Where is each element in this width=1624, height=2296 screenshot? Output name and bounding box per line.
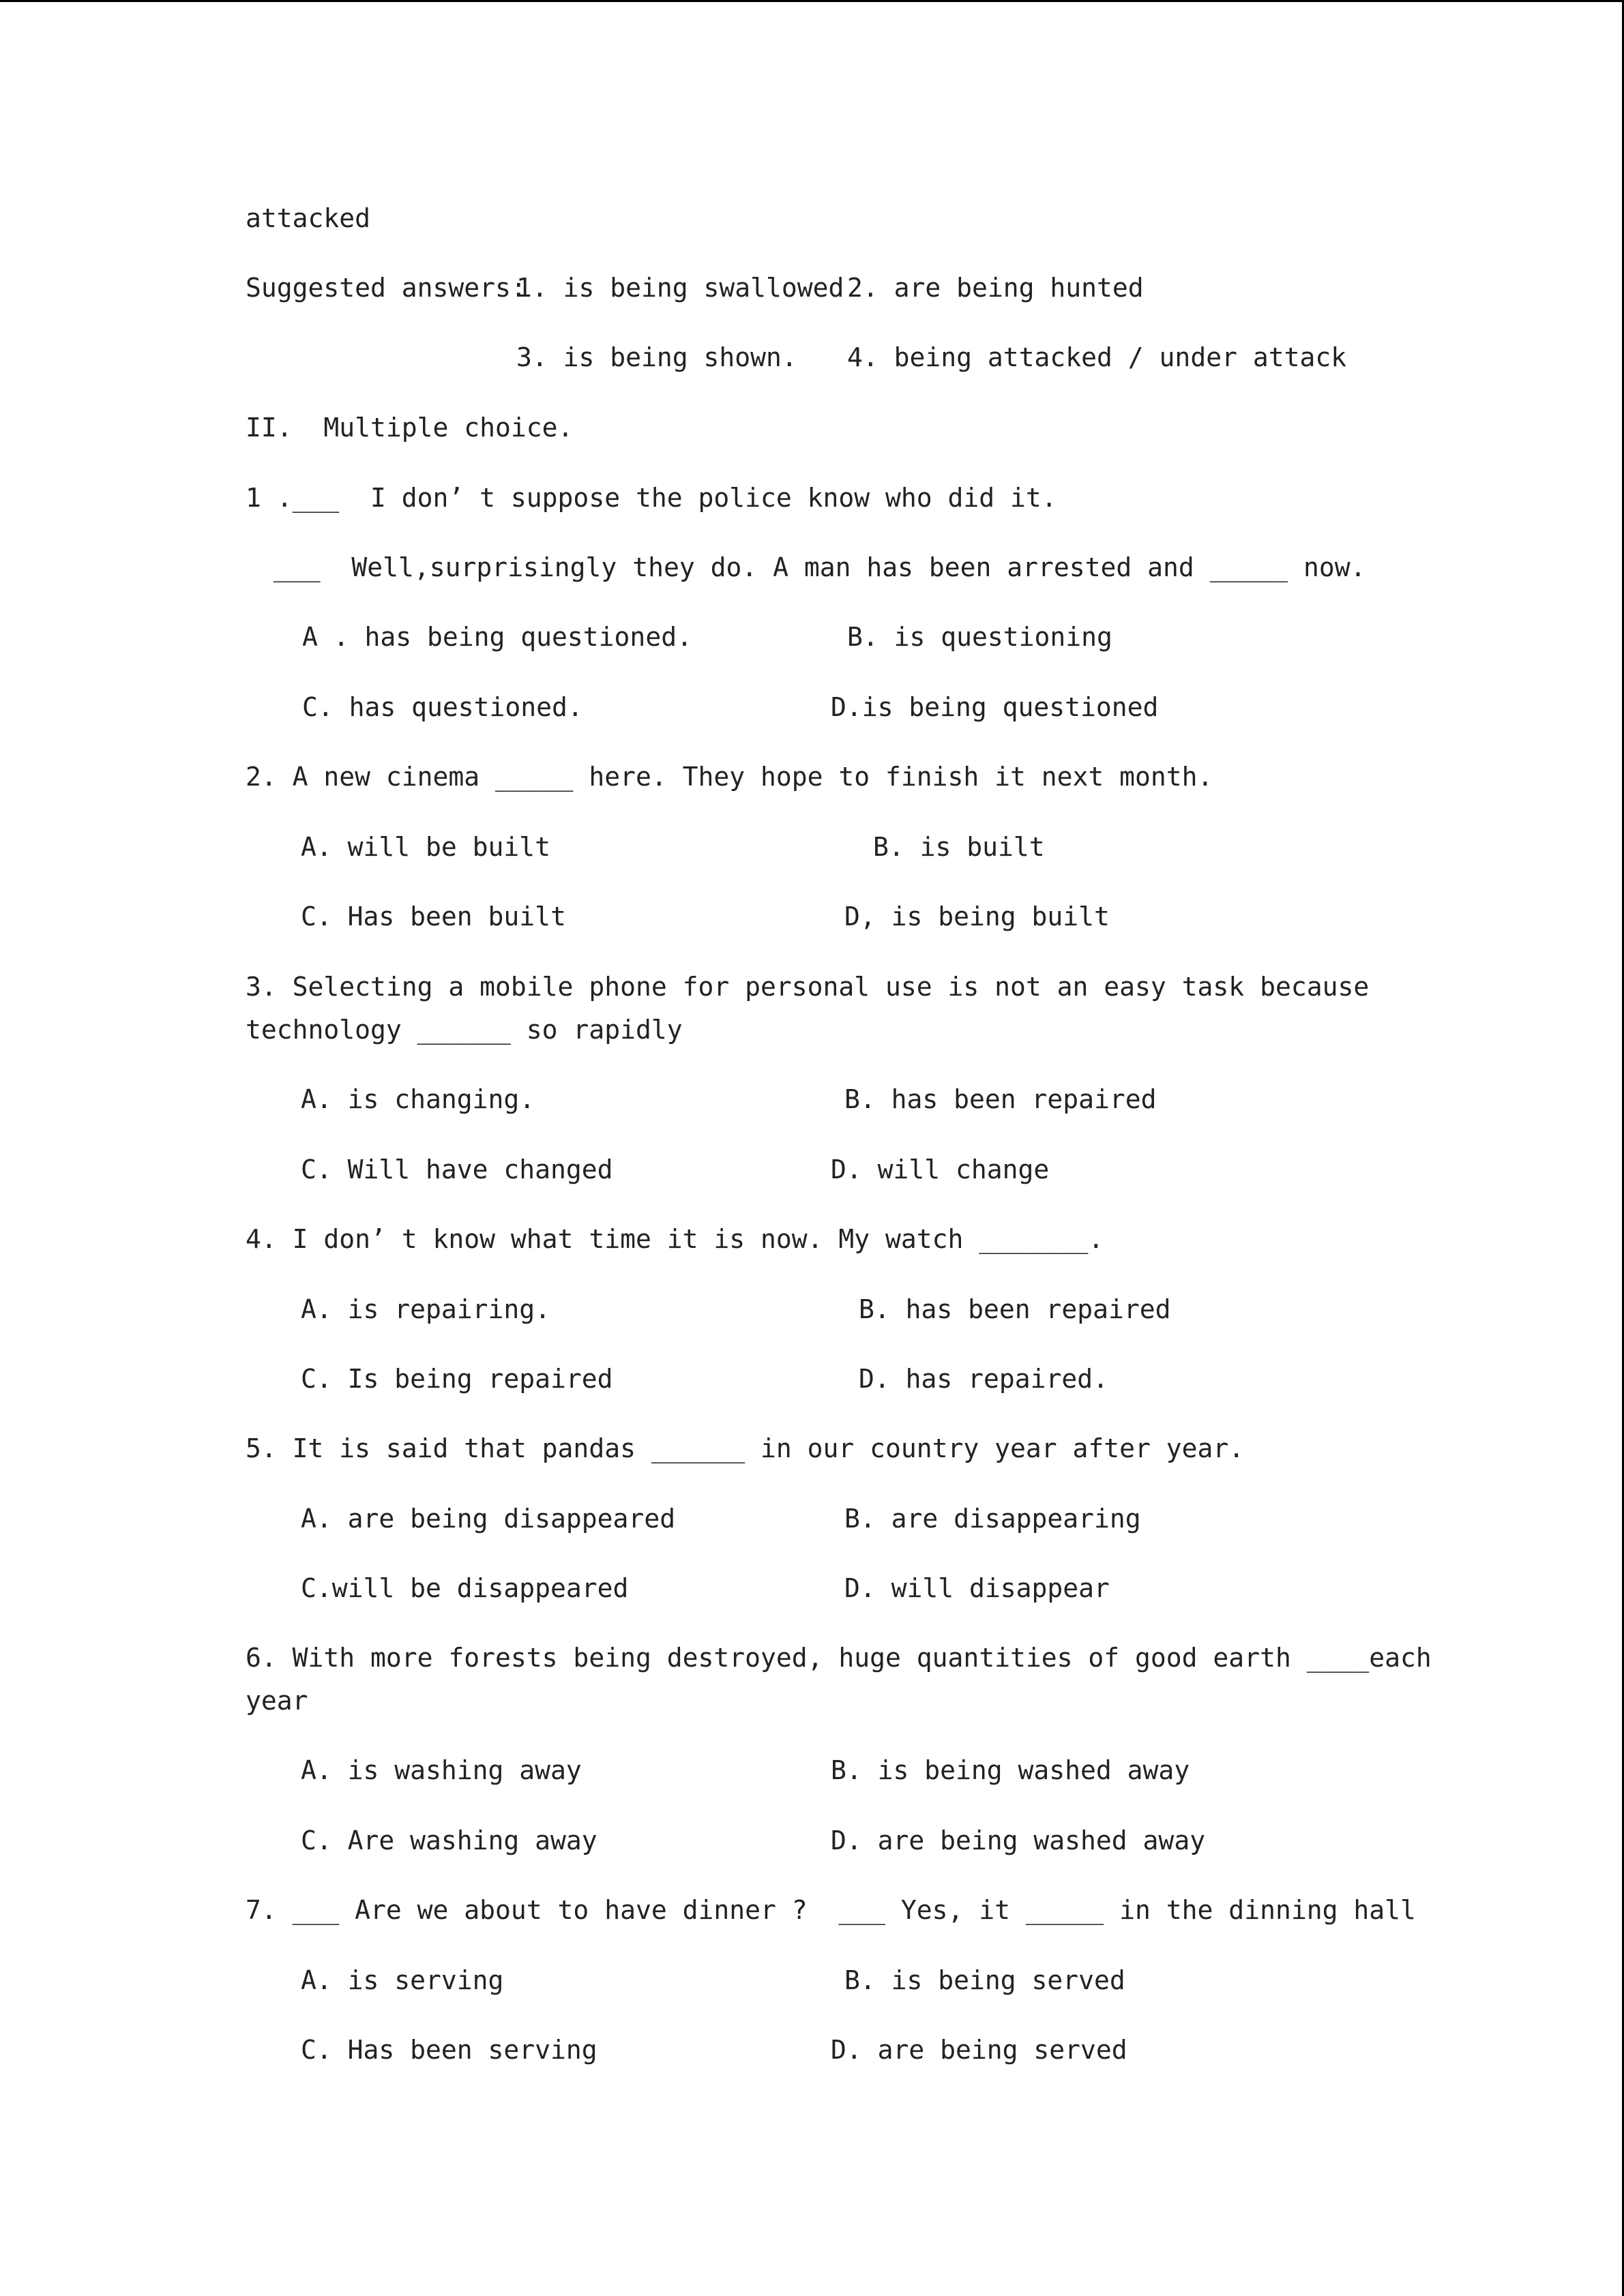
option-b: B. are disappearing	[844, 1504, 1141, 1534]
option-d: D.is being questioned	[831, 692, 1159, 722]
suggested-answer-3: 3. is being shown.	[516, 342, 797, 372]
option-c: C. Is being repaired	[301, 1364, 613, 1394]
option-d: D. will change	[831, 1154, 1050, 1184]
suggested-answers-label: Suggested answers:	[246, 273, 527, 303]
option-a: A . has being questioned.	[302, 622, 692, 652]
option-c: C. Will have changed	[301, 1154, 613, 1184]
option-b: B. is being washed away	[831, 1755, 1190, 1785]
option-b: B. is built	[873, 832, 1045, 862]
suggested-answer-4: 4. being attacked / under attack	[847, 342, 1347, 372]
option-d: D. will disappear	[844, 1573, 1110, 1603]
question-stem: 4. I don’ t know what time it is now. My watch _______.	[246, 1224, 1104, 1254]
question-stem: 3. Selecting a mobile phone for personal use is not an easy task because	[246, 972, 1370, 1002]
question-stem: 1 .___ I don’ t suppose the police know who did it.	[246, 483, 1057, 513]
question-stem: 6. With more forests being destroyed, huge quantities of good earth ____each	[246, 1643, 1432, 1673]
question-stem: 2. A new cinema _____ here. They hope to finish it next month.	[246, 762, 1213, 792]
option-b: B. is questioning	[847, 622, 1112, 652]
suggested-answer-1: 1. is being swallowed	[516, 273, 844, 303]
question-stem-continued: year	[246, 1686, 308, 1716]
option-b: B. is being served	[844, 1965, 1125, 1995]
question-stem: 5. It is said that pandas ______ in our country year after year.	[246, 1433, 1245, 1463]
page-top-border	[0, 0, 1624, 2]
option-c: C. Has been built	[301, 901, 566, 931]
option-c: C. Has been serving	[301, 2035, 597, 2065]
option-d: D. are being washed away	[831, 1825, 1206, 1855]
option-a: A. is repairing.	[301, 1294, 551, 1324]
option-a: A. are being disappeared	[301, 1504, 676, 1534]
option-a: A. is changing.	[301, 1084, 535, 1114]
option-a: A. is serving	[301, 1965, 504, 1995]
option-d: D, is being built	[844, 901, 1110, 931]
option-c: C. Are washing away	[301, 1825, 597, 1855]
option-b: B. has been repaired	[859, 1294, 1171, 1324]
option-a: A. will be built	[301, 832, 551, 862]
option-d: D. are being served	[831, 2035, 1127, 2065]
option-d: D. has repaired.	[859, 1364, 1109, 1394]
lead-word: attacked	[246, 203, 371, 233]
question-stem-continued: ___ Well,surprisingly they do. A man has been arrested and _____ now.	[274, 552, 1366, 582]
option-b: B. has been repaired	[844, 1084, 1157, 1114]
option-a: A. is washing away	[301, 1755, 582, 1785]
question-stem-continued: technology ______ so rapidly	[246, 1015, 683, 1045]
section-title: II. Multiple choice.	[246, 413, 574, 443]
suggested-answer-2: 2. are being hunted	[847, 273, 1144, 303]
option-c: C.will be disappeared	[301, 1573, 629, 1603]
option-c: C. has questioned.	[302, 692, 583, 722]
question-stem: 7. ___ Are we about to have dinner ? ___ Yes, it _____ in the dinning hall	[246, 1895, 1416, 1925]
